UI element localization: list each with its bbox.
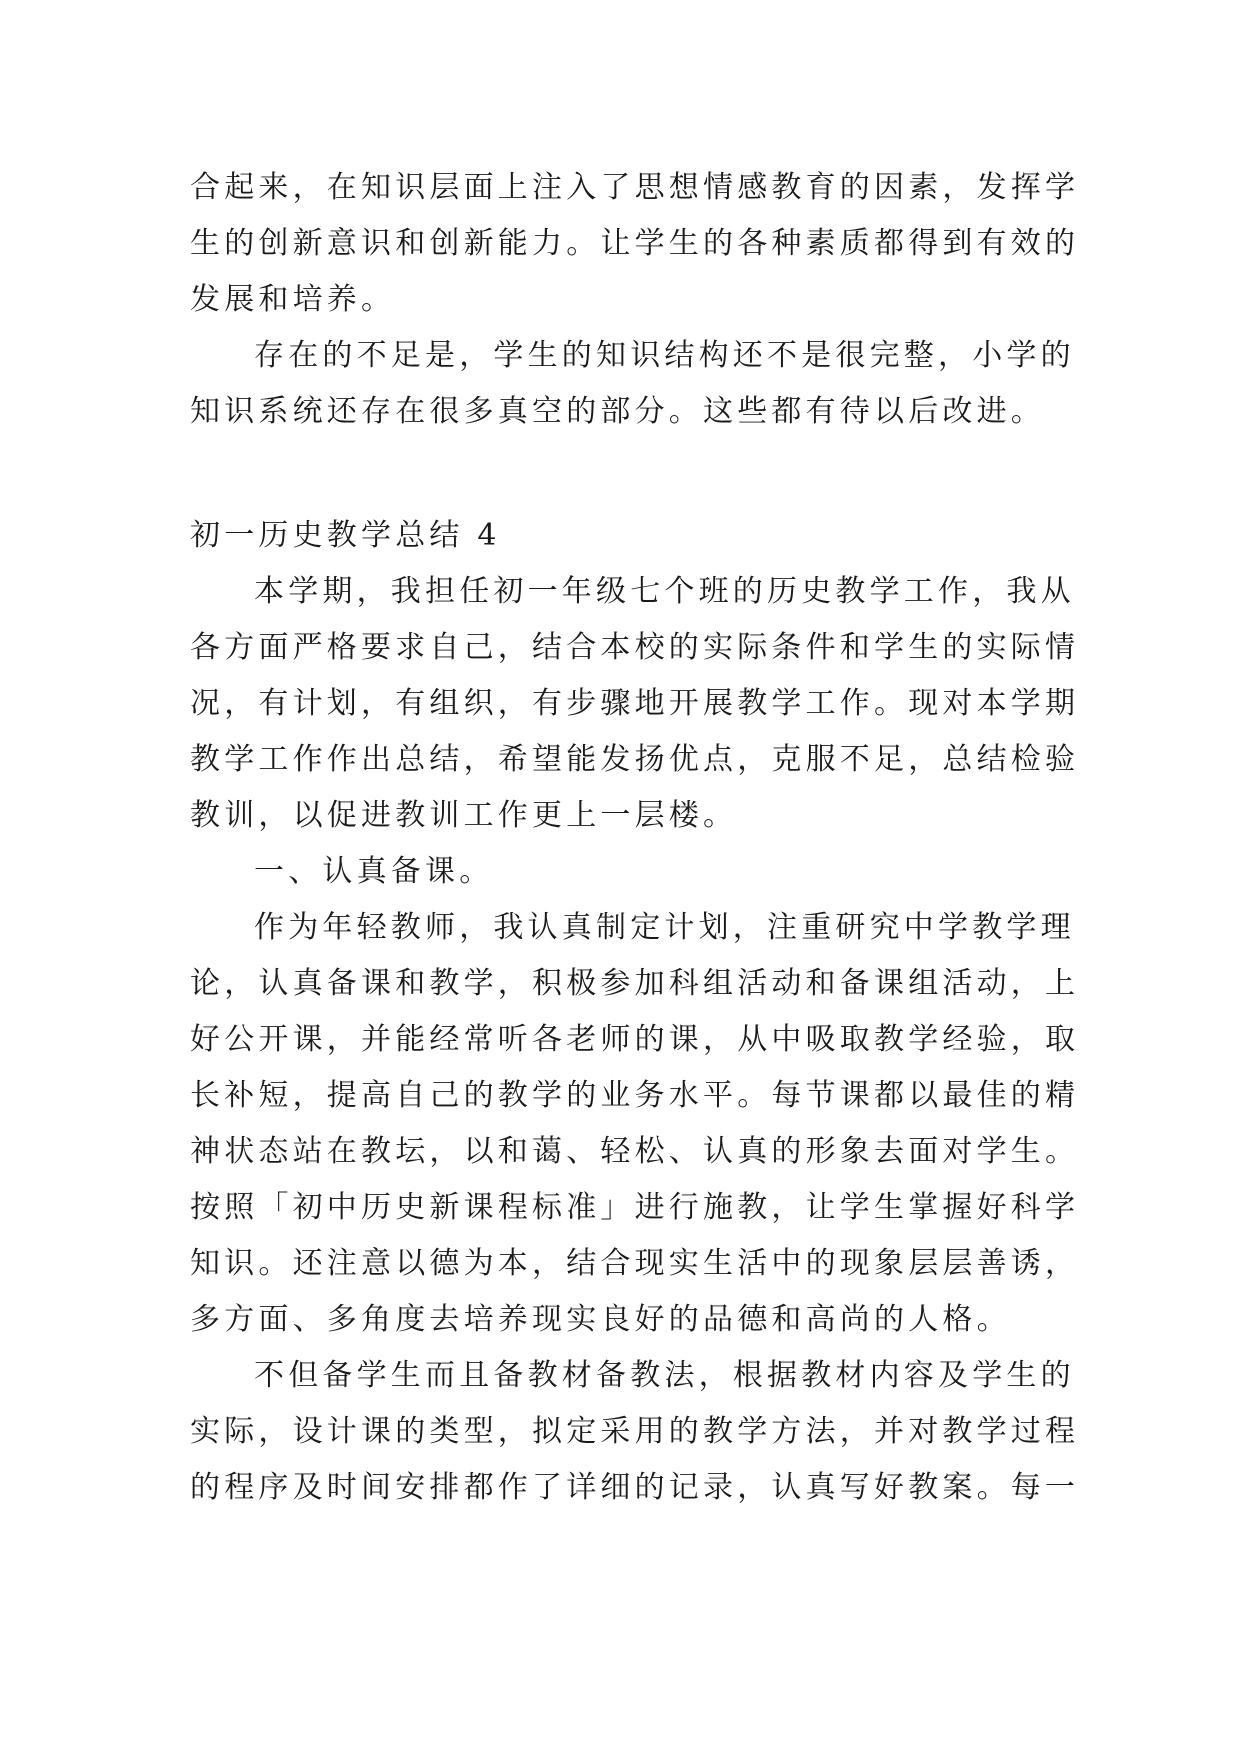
paragraph-first-line: 不但备学生而且备教材备教法，根据教材内容及学生的	[254, 1358, 1075, 1393]
subheading: 一、认真备课。	[254, 854, 494, 889]
text-line: 各方面严格要求自己，结合本校的实际条件和学生的实际情	[190, 630, 1080, 665]
text-line: 实际，设计课的类型，拟定采用的教学方法，并对教学过程	[190, 1414, 1080, 1449]
text-line: 知识。还注意以德为本，结合现实生活中的现象层层善诱，	[190, 1246, 1080, 1281]
paragraph-first-line: 本学期，我担任初一年级七个班的历史教学工作，我从	[254, 574, 1075, 609]
text-line: 教训，以促进教训工作更上一层楼。	[190, 798, 738, 833]
text-line: 多方面、多角度去培养现实良好的品德和高尚的人格。	[190, 1302, 1011, 1337]
text-line: 长补短，提高自己的教学的业务水平。每节课都以最佳的精	[190, 1078, 1080, 1113]
text-line: 论，认真备课和教学，积极参加科组活动和备课组活动，上	[190, 966, 1080, 1001]
paragraph-first-line: 存在的不足是，学生的知识结构还不是很完整，小学的	[254, 338, 1075, 373]
text-line: 教学工作作出总结，希望能发扬优点，克服不足，总结检验	[190, 742, 1080, 777]
text-line: 知识系统还存在很多真空的部分。这些都有待以后改进。	[190, 394, 1045, 429]
text-line: 发展和培养。	[190, 282, 396, 317]
text-line: 按照「初中历史新课程标准」进行施教，让学生掌握好科学	[190, 1190, 1080, 1225]
text-line: 生的创新意识和创新能力。让学生的各种素质都得到有效的	[190, 226, 1080, 261]
text-line: 的程序及时间安排都作了详细的记录，认真写好教案。每一	[190, 1470, 1080, 1505]
text-line: 好公开课，并能经常听各老师的课，从中吸取教学经验，取	[190, 1022, 1080, 1057]
text-line: 合起来，在知识层面上注入了思想情感教育的因素，发挥学	[190, 170, 1080, 205]
section-heading: 初一历史教学总结 4	[190, 518, 501, 553]
text-line: 况，有计划，有组织，有步骤地开展教学工作。现对本学期	[190, 686, 1080, 721]
paragraph-first-line: 作为年轻教师，我认真制定计划，注重研究中学教学理	[254, 910, 1075, 945]
text-line: 神状态站在教坛，以和蔼、轻松、认真的形象去面对学生。	[190, 1134, 1080, 1169]
